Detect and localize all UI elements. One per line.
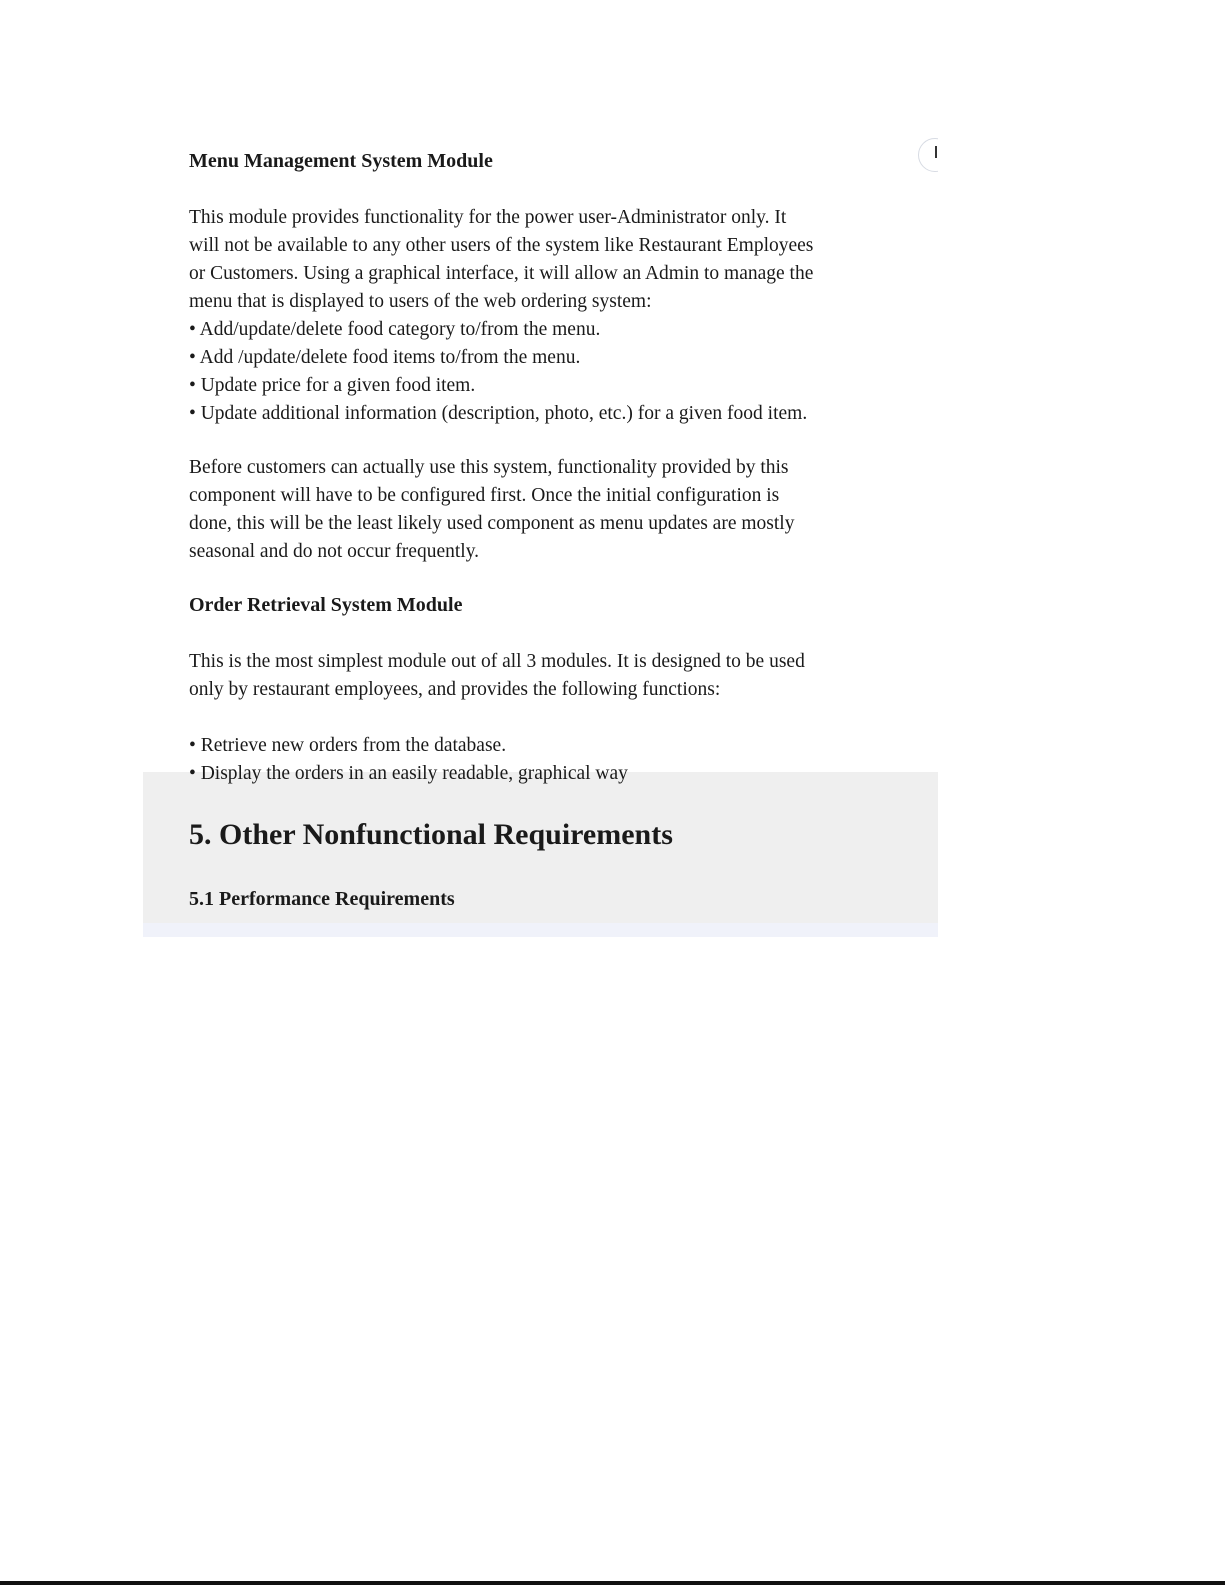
menu-module-title: Menu Management System Module: [189, 150, 493, 172]
bullet-item: • Update additional information (description, photo, etc.) for a given food item.: [189, 403, 808, 424]
order-module-title: Order Retrieval System Module: [189, 594, 463, 616]
order-module-intro: [189, 648, 805, 704]
scroll-indicator-icon[interactable]: [918, 138, 938, 174]
bullet-item: • Display the orders in an easily readable, graphical way: [189, 763, 628, 784]
paragraph-line: only by restaurant employees, and provides the following functions:: [189, 679, 721, 700]
menu-module-config-note: [189, 454, 794, 566]
paragraph-line: or Customers. Using a graphical interface, it will allow an Admin to manage the: [189, 263, 814, 284]
paragraph-line: This module provides functionality for the power user-Administrator only. It: [189, 207, 787, 228]
bullet-item: • Add/update/delete food category to/from the menu.: [189, 319, 601, 340]
menu-module-intro: [189, 204, 813, 428]
paragraph-line: component will have to be configured first. Once the initial configuration is: [189, 485, 780, 506]
bullet-item: • Retrieve new orders from the database.: [189, 735, 507, 756]
subsection-heading: 5.1 Performance Requirements: [189, 888, 455, 910]
paragraph-line: done, this will be the least likely used component as menu updates are mostly: [189, 513, 795, 534]
paragraph-line: will not be available to any other users of the system like Restaurant Employees: [189, 235, 814, 256]
section-heading: 5. Other Nonfunctional Requirements: [189, 818, 673, 851]
selection-highlight-edge: [143, 923, 938, 937]
order-module-functions: [189, 732, 628, 788]
paragraph-line: menu that is displayed to users of the web ordering system:: [189, 291, 652, 312]
page-bottom-divider: [0, 1581, 1225, 1585]
bullet-item: • Add /update/delete food items to/from the menu.: [189, 347, 581, 368]
paragraph-line: Before customers can actually use this system, functionality provided by this: [189, 457, 789, 478]
bullet-item: • Update price for a given food item.: [189, 375, 476, 396]
paragraph-line: This is the most simplest module out of all 3 modules. It is designed to be used: [189, 651, 805, 672]
paragraph-line: seasonal and do not occur frequently.: [189, 541, 480, 562]
scroll-indicator-tick: [935, 146, 937, 158]
